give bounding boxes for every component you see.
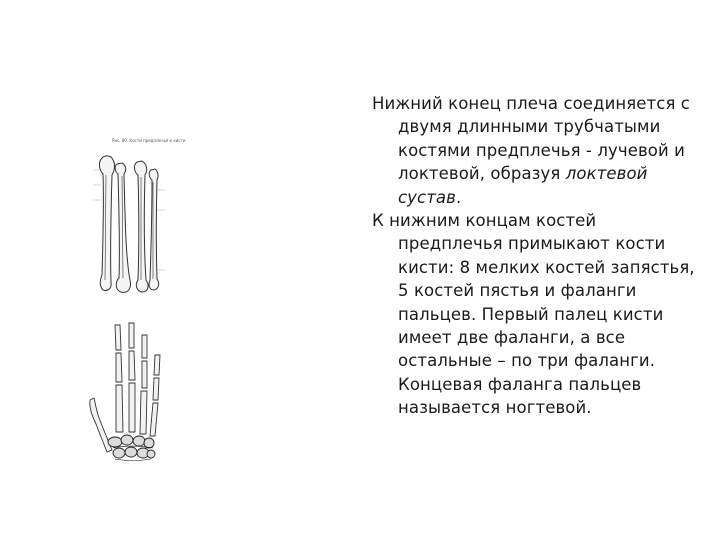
hand-bones-icon xyxy=(85,320,185,480)
paragraph-elbow-end: . xyxy=(455,187,462,207)
forearm-bones-icon xyxy=(85,130,185,305)
bone-figures xyxy=(85,130,195,490)
text-content xyxy=(372,92,702,420)
figure-caption: Рис. 80. Кости предплечья и кисти xyxy=(112,138,186,143)
paragraph-hand xyxy=(372,209,702,420)
paragraph-elbow xyxy=(372,92,702,209)
elbow-joint-term: локтевой сустав xyxy=(398,164,648,207)
paragraph-elbow-text: Нижний конец плеча соединяется с двумя длинными трубчатыми костями предплечья - лучевой и локтевой, образуя xyxy=(372,94,690,184)
paragraph-hand-text: К нижним концам костей предплечья примыкают кости кисти: 8 мелких костей запястья, 5 костей пястья и фаланги пальцев. Первый палец кисти имеет две фаланги, а все остальные – по три фаланги. Концевая фаланга пальцев называется ногтевой. xyxy=(372,211,695,418)
